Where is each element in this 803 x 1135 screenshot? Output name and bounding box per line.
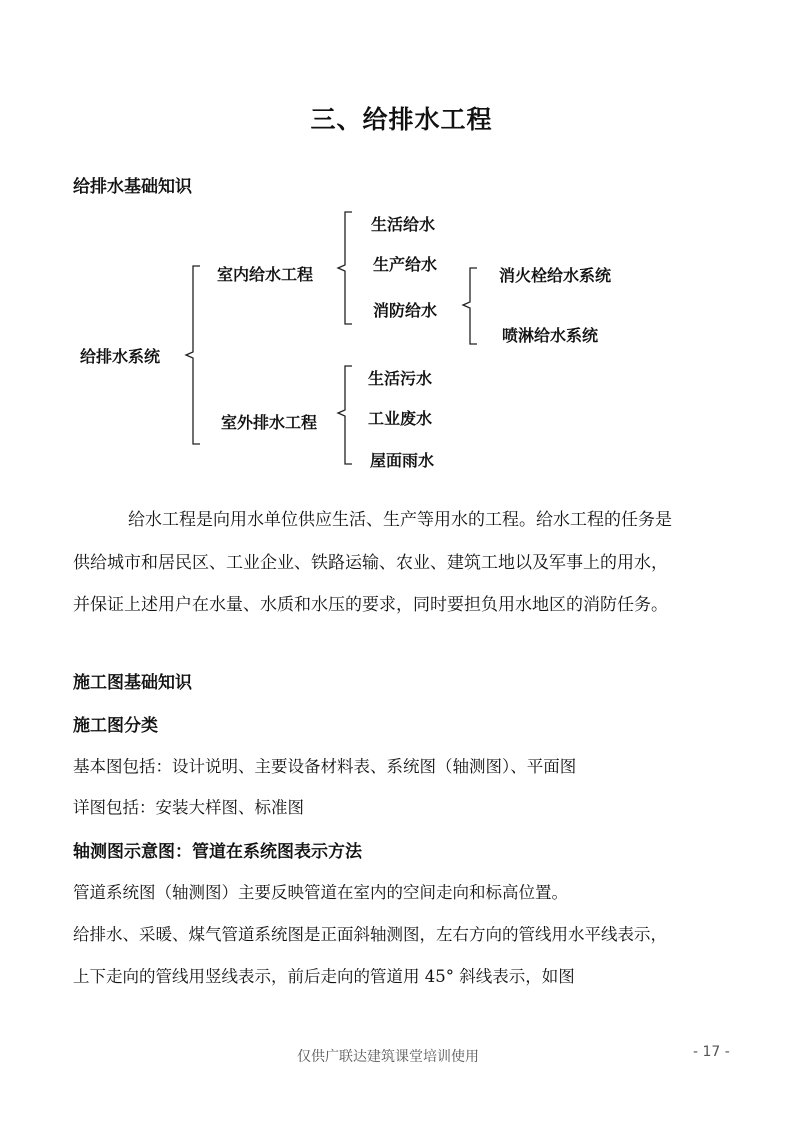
subheading-drawing-types: 施工图分类 — [73, 716, 158, 736]
tree-outdoor-child: 工业废水 — [368, 409, 433, 428]
tree-indoor: 室内给水工程 — [217, 265, 314, 284]
tree-indoor-child: 消防给水 — [373, 301, 438, 320]
root-bracket — [186, 266, 200, 444]
outdoor-bracket — [338, 366, 352, 464]
axis-line: 管道系统图（轴测图）主要反映管道在室内的空间走向和标高位置。 — [73, 883, 568, 902]
tree-indoor-child: 生产给水 — [373, 255, 438, 274]
paragraph-line: 给水工程是向用水单位供应生活、生产等用水的工程。给水工程的任务是 — [128, 510, 672, 530]
page-title: 三、给排水工程 — [310, 105, 493, 134]
axis-line: 给排水、采暖、煤气管道系统图是正面斜轴测图，左右方向的管线用水平线表示， — [73, 925, 667, 944]
section-heading-basics: 给排水基础知识 — [73, 177, 192, 197]
axis-heading: 轴测图示意图：管道在系统图表示方法 — [73, 842, 362, 862]
basic-drawings-line: 基本图包括：设计说明、主要设备材料表、系统图（轴测图）、平面图 — [73, 757, 577, 776]
paragraph-line: 并保证上述用户在水量、水质和水压的要求，同时要担负用水地区的消防任务。 — [73, 595, 668, 615]
section-heading-drawings: 施工图基础知识 — [73, 673, 192, 693]
footer-note: 仅供广联达建筑课堂培训使用 — [297, 1049, 479, 1065]
paragraph-line: 供给城市和居民区、工业企业、铁路运输、农业、建筑工地以及军事上的用水， — [73, 553, 668, 573]
tree-root: 给排水系统 — [80, 347, 161, 366]
tree-outdoor-child: 生活污水 — [368, 369, 433, 388]
fire-bracket — [463, 268, 477, 344]
page-number: - 17 - — [693, 1044, 730, 1060]
tree-outdoor-child: 屋面雨水 — [370, 451, 435, 470]
tree-fire-child: 消火栓给水系统 — [499, 266, 612, 285]
detail-drawings-line: 详图包括：安装大样图、标准图 — [73, 798, 304, 817]
tree-outdoor: 室外排水工程 — [221, 413, 318, 432]
tree-indoor-child: 生活给水 — [371, 215, 436, 234]
indoor-bracket — [338, 212, 352, 324]
tree-fire-child: 喷淋给水系统 — [502, 326, 599, 345]
axis-line: 上下走向的管线用竖线表示，前后走向的管道用 45° 斜线表示，如图 — [73, 967, 575, 986]
